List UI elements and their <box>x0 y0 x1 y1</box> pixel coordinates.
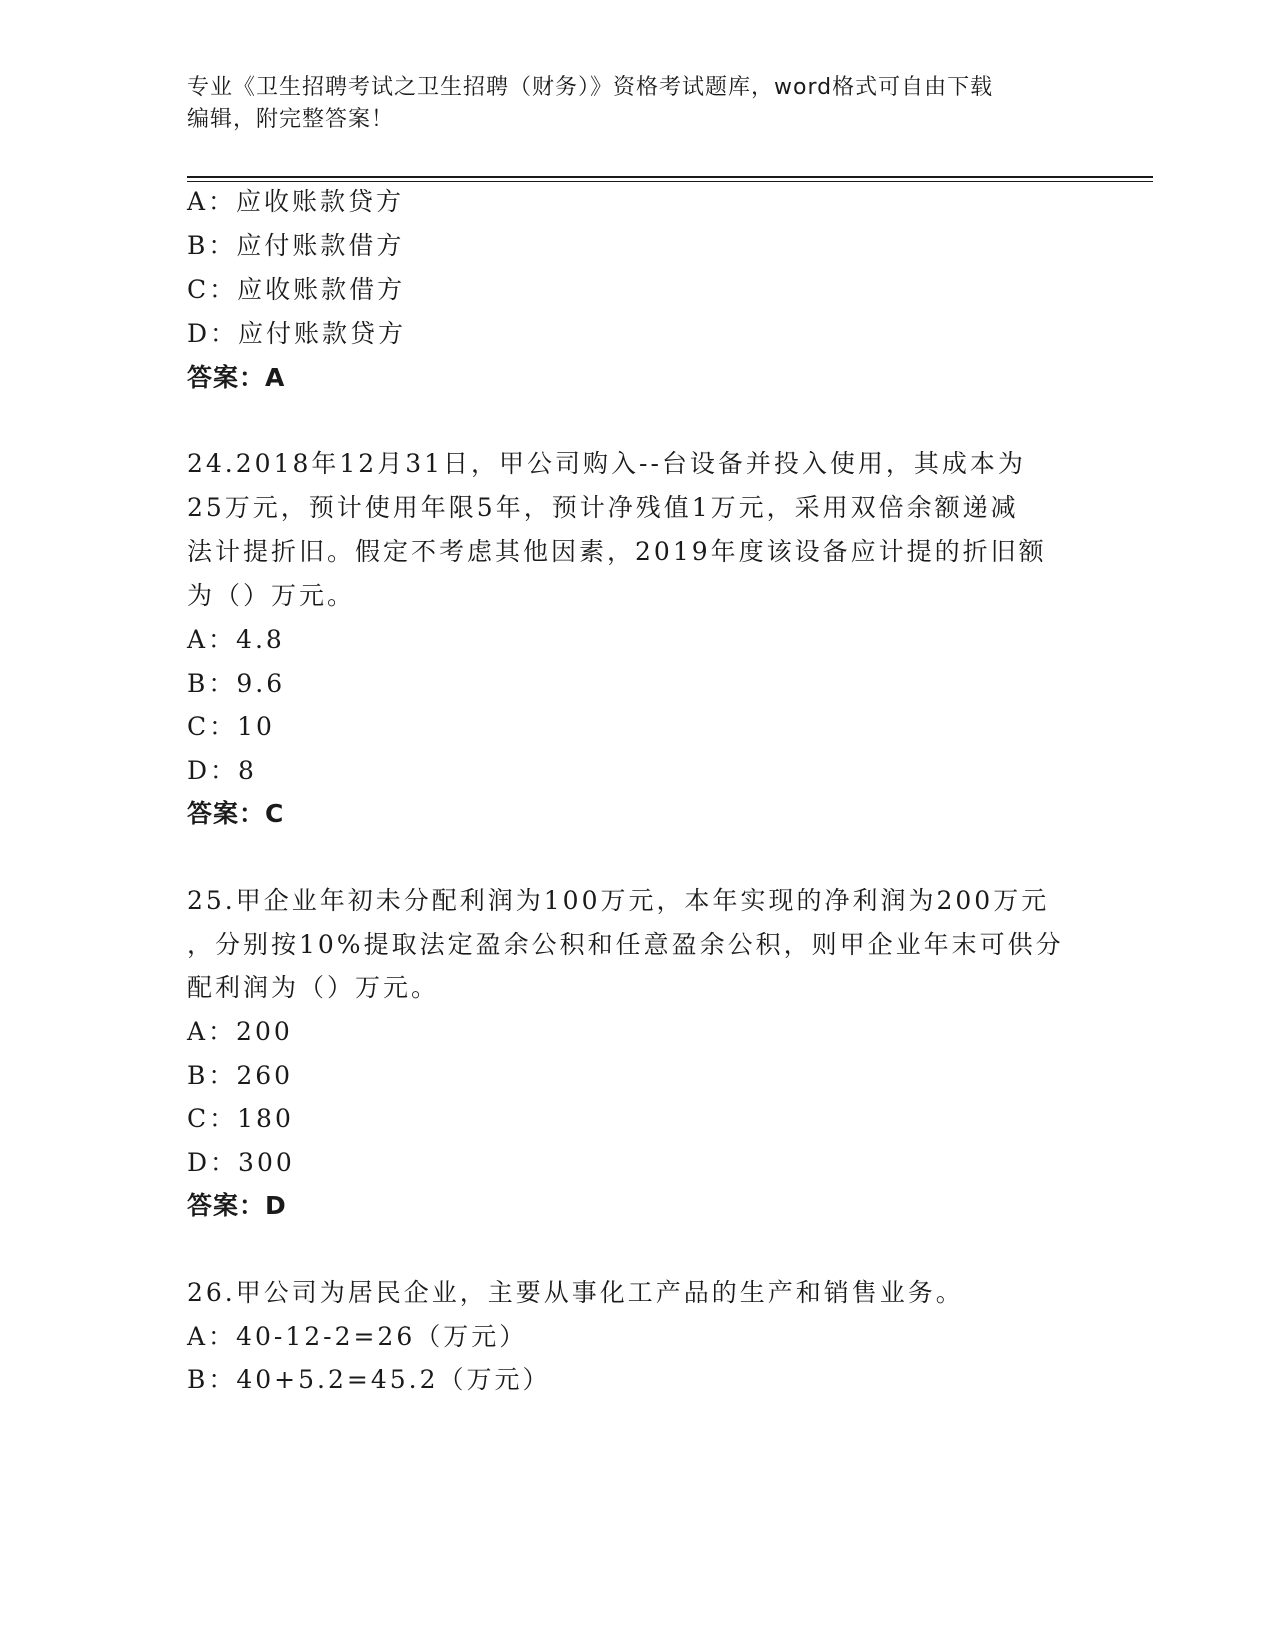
q24-text-line-1: 24.2018年12月31日，甲公司购入--台设备并投入使用，其成本为 <box>187 449 1026 478</box>
q24-option-b: B：9.6 <box>187 669 286 698</box>
document-header <box>187 72 1087 136</box>
q25-text-line-2: ，分别按10%提取法定盈余公积和任意盈余公积，则甲企业年末可供分 <box>187 930 1064 959</box>
q26-option-a: A：40-12-2=26（万元） <box>187 1322 528 1351</box>
q24-option-d: D：8 <box>187 756 257 785</box>
q23-option-c: C：应收账款借方 <box>187 275 406 304</box>
header-rule-thick <box>187 176 1153 178</box>
q26-text-line-1: 26.甲公司为居民企业，主要从事化工产品的生产和销售业务。 <box>187 1278 964 1307</box>
q26-option-b: B：40+5.2=45.2（万元） <box>187 1365 551 1394</box>
q24-text-line-4: 为（）万元。 <box>187 581 356 610</box>
q25-text-line-1: 25.甲企业年初未分配利润为100万元，本年实现的净利润为200万元 <box>187 886 1050 915</box>
header-rule-thin <box>187 181 1153 182</box>
header-line-2: 编辑，附完整答案！ <box>187 107 395 132</box>
q23-option-d: D：应付账款贷方 <box>187 319 407 348</box>
q23-option-a: A：应收账款贷方 <box>187 187 405 216</box>
q25-option-d: D：300 <box>187 1148 295 1177</box>
q25-option-a: A：200 <box>187 1017 293 1046</box>
q24-option-c: C：10 <box>187 712 275 741</box>
q25-option-b: B：260 <box>187 1061 294 1090</box>
q23-option-b: B：应付账款借方 <box>187 231 405 260</box>
q24-text-line-2: 25万元，预计使用年限5年，预计净残值1万元，采用双倍余额递减 <box>187 493 1019 522</box>
q23-answer: 答案：A <box>187 363 286 392</box>
header-line-1: 专业《卫生招聘考试之卫生招聘（财务）》资格考试题库，word格式可自由下载 <box>187 75 994 100</box>
q25-text-line-3: 配利润为（）万元。 <box>187 973 440 1002</box>
q24-option-a: A：4.8 <box>187 625 285 654</box>
q25-answer: 答案：D <box>187 1191 287 1220</box>
q24-text-line-3: 法计提折旧。假定不考虑其他因素，2019年度该设备应计提的折旧额 <box>187 537 1047 566</box>
q25-option-c: C：180 <box>187 1104 294 1133</box>
q24-answer: 答案：C <box>187 799 285 828</box>
